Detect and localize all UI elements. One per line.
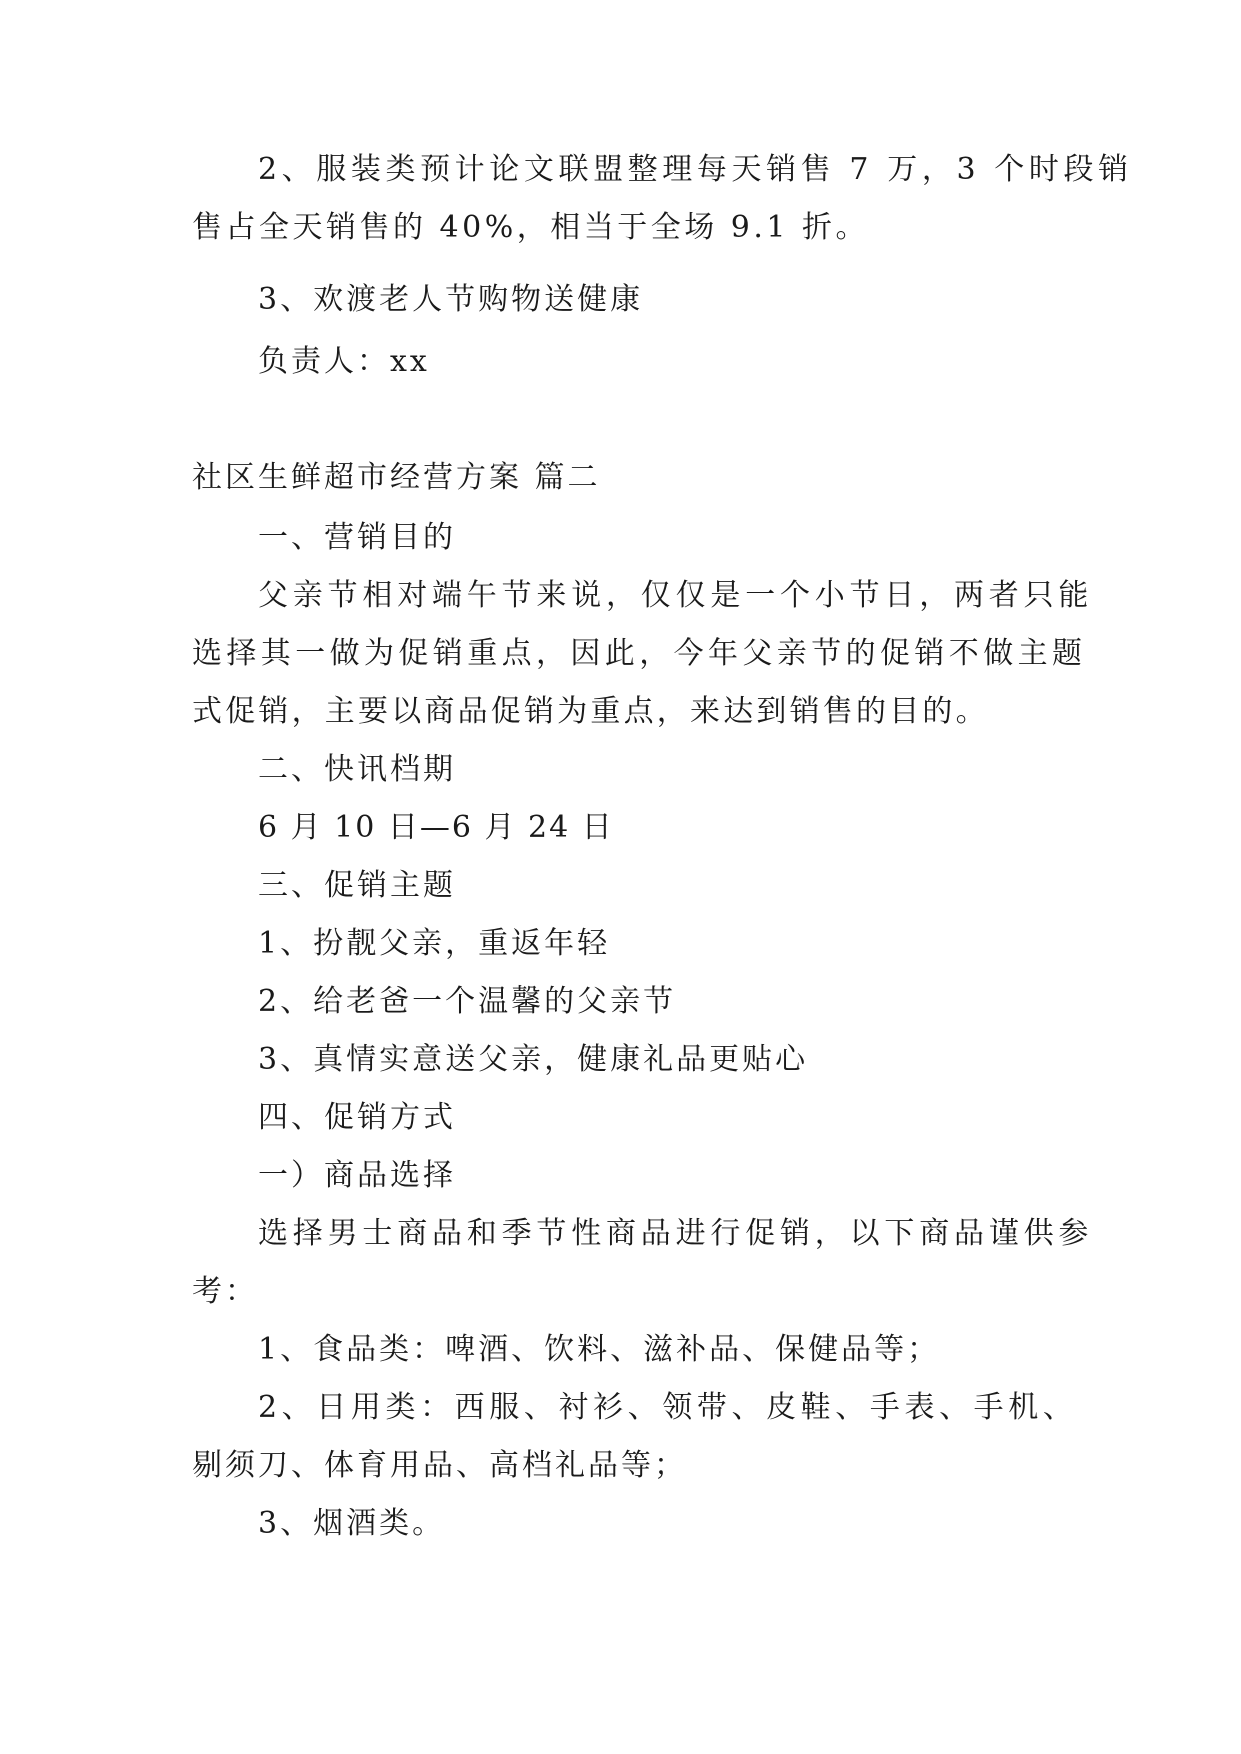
- list-item: 2、给老爸一个温馨的父亲节: [258, 984, 677, 1019]
- paragraph-line: 3、欢渡老人节购物送健康: [258, 282, 644, 317]
- section-title: 社区生鲜超市经营方案 篇二: [192, 460, 601, 495]
- section-heading: 一、营销目的: [258, 520, 456, 555]
- section-heading: 三、促销主题: [258, 868, 456, 903]
- list-item: 1、扮靓父亲，重返年轻: [258, 926, 611, 961]
- section-heading: 四、促销方式: [258, 1100, 456, 1135]
- paragraph-line: 式促销，主要以商品促销为重点，来达到销售的目的。: [192, 694, 989, 729]
- list-item: 3、烟酒类。: [258, 1506, 446, 1541]
- sub-heading: 一）商品选择: [258, 1158, 456, 1193]
- paragraph-line: 2、服装类预计论文联盟整理每天销售 7 万，3 个时段销: [258, 152, 1133, 187]
- paragraph-line: 选择其一做为促销重点，因此，今年父亲节的促销不做主题: [192, 636, 1087, 671]
- section-heading: 二、快讯档期: [258, 752, 456, 787]
- paragraph-line: 售占全天销售的 40%，相当于全场 9.1 折。: [192, 210, 869, 245]
- list-item: 1、食品类：啤酒、饮料、滋补品、保健品等；: [258, 1332, 941, 1367]
- paragraph-line: 6 月 10 日—6 月 24 日: [258, 810, 614, 845]
- paragraph-line: 选择男士商品和季节性商品进行促销，以下商品谨供参: [258, 1216, 1094, 1251]
- paragraph-line: 父亲节相对端午节来说，仅仅是一个小节日，两者只能: [258, 578, 1094, 613]
- paragraph-line: 负责人：xx: [258, 344, 430, 379]
- paragraph-line: 考：: [192, 1274, 258, 1309]
- paragraph-line: 剔须刀、体育用品、高档礼品等；: [192, 1448, 687, 1483]
- list-item: 2、日用类：西服、衬衫、领带、皮鞋、手表、手机、: [258, 1390, 1078, 1425]
- list-item: 3、真情实意送父亲，健康礼品更贴心: [258, 1042, 809, 1077]
